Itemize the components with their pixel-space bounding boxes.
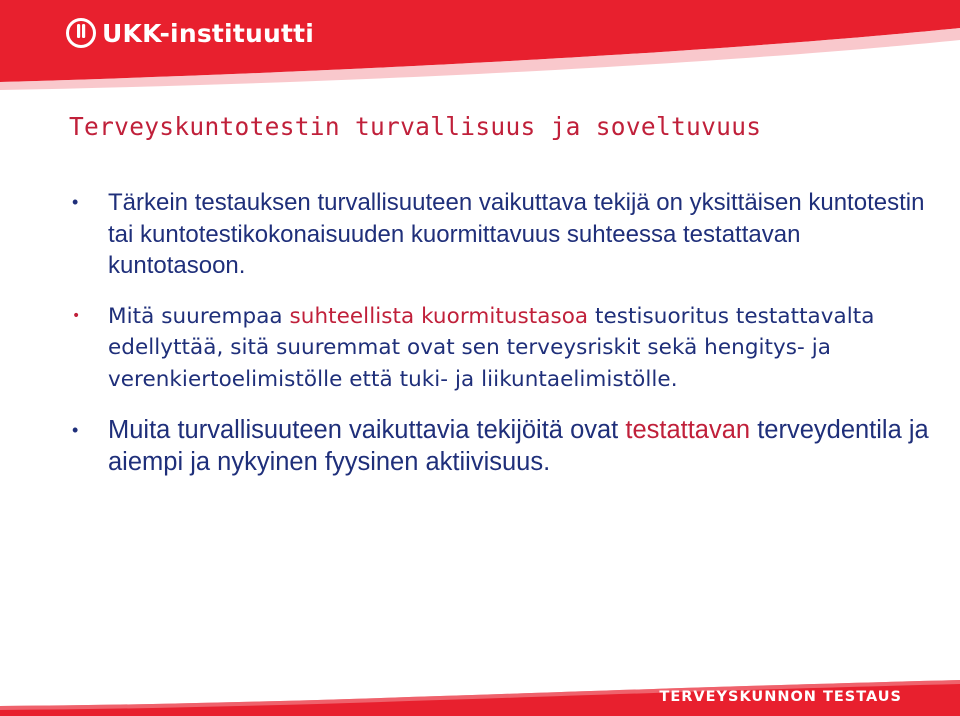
bullet-item-2 <box>72 301 932 396</box>
ukk-logo <box>66 16 314 50</box>
slide-title: Terveyskuntotestin turvallisuus ja soveltuvuus <box>69 112 762 141</box>
bullet-text-part1: Muita turvallisuuteen vaikuttavia tekijöitä ovat <box>108 416 626 444</box>
bullet-text: Tärkein testauksen turvallisuuteen vaikuttava tekijä on yksittäisen kuntotestin tai kuntotestikokonaisuuden kuormittavuus suhteessa testattavan kuntotasoon. <box>108 189 925 279</box>
bullet-text-part1: Mitä suurempaa <box>108 303 290 329</box>
ukk-logo-icon <box>66 18 96 48</box>
bullet-text-highlight: testattavan <box>625 416 751 444</box>
bullet-text-part3: terveydentila ja aiempi ja nykyinen fyysinen aktiivisuus. <box>108 416 929 476</box>
header-banner <box>0 0 960 92</box>
bullet-dot-icon: • <box>72 307 81 324</box>
bullet-text-part3: testisuoritus testattavalta edellyttää, sitä suuremmat ovat sen terveysriskit sekä hengitys- ja verenkiertoelimistölle että tuki- ja liikuntaelimistölle. <box>108 303 875 392</box>
bullet-dot-icon: • <box>72 192 79 212</box>
bullet-text-highlight: suhteellista kuormitustasoa <box>289 303 589 329</box>
bullet-item-1 <box>72 187 932 282</box>
bullet-item-3 <box>72 414 932 478</box>
bullet-list <box>72 187 932 478</box>
footer-banner <box>0 680 960 716</box>
logo-text: UKK-instituutti <box>102 18 315 48</box>
bullet-dot-icon: • <box>72 420 79 440</box>
footer-label: TERVEYSKUNNON TESTAUS <box>659 689 902 705</box>
